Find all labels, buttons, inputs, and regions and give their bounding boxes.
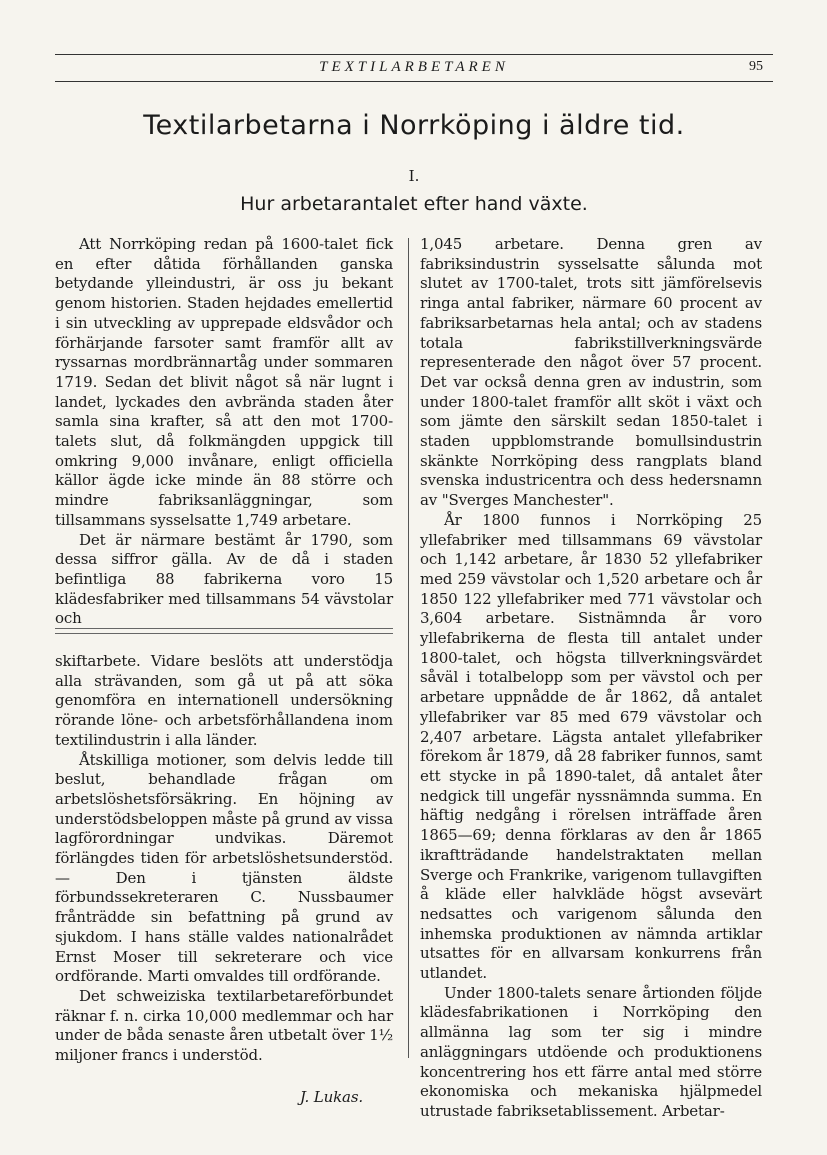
- left-column-article: [55, 235, 393, 629]
- page-number: 95: [749, 59, 763, 74]
- running-title: TEXTILARBETAREN: [319, 59, 509, 75]
- running-header: [55, 59, 773, 79]
- author-signature: J. Lukas.: [299, 1087, 363, 1106]
- previous-article-paragraph: skiftarbete. Vidare beslöts att understödja alla strävanden, som gå ut på att söka genomföra en internationell undersökning rörande löne- och arbetsförhållandena inom textilindustrin i alla länder.: [55, 652, 393, 749]
- article-separator-rule: [55, 628, 393, 629]
- article-paragraph: Det är närmare bestämt år 1790, som dessa siffror gälla. Av de då i staden befintliga 88 fabrikerna voro 15 klädesfabriker med tillsammans 54 vävstolar och: [55, 530, 393, 628]
- article-paragraph: År 1800 funnos i Norrköping 25 yllefabriker med tillsammans 69 vävstolar och 1,142 arbetare, år 1830 52 yllefabriker med 259 vävstolar och 1,520 arbetare och år 1850 122 yllefabriker med 771 vävstolar och 3,604 arbetare. Sistnämnda år voro yllefabrikerna de flesta till antalet under 1800-talet, och högsta tillverkningsvärdet såväl i totalbelopp som per vävstol och per arbetare uppnådde de år 1862, då antalet yllefabriker var 85 med 679 vävstolar och 2,407 arbetare. Lägsta antalet yllefabriker förekom år 1879, då 28 fabriker funnos, samt ett stycke in på 1890-talet, då antalet åter nedgick till ungefär nyssnämnda summa. En häftig nedgång i rörelsen inträffade åren 1865—69; denna förklaras av den år 1865 ikraftträdande handelstraktaten mellan Sverge och Frankrike, varigenom tullavgiften å kläde eller halvkläde högst avsevärt nedsattes och varigenom sålunda den inhemska produktionen av nämnda artiklar utsattes för en allvarsam konkurrens från utlandet.: [420, 510, 762, 983]
- previous-article-paragraph: Åtskilliga motioner, som delvis ledde till beslut, behandlade frågan om arbetslöshetsförsäkring. En höjning av understödsbeloppen måste på grund av vissa lagförordningar undvikas. Däremot förlängdes tiden för arbetslöshetsunderstöd. — Den i tjänsten äldste förbundssekreteraren C. Nussbaumer frånträdde sin befattning på grund av sjukdom. I hans ställe valdes nationalrådet Ernst Moser till sekreterare och vice ordförande. Marti omvaldes till ordförande.: [55, 750, 393, 986]
- column-divider: [408, 238, 409, 1058]
- article-separator-rule: [55, 633, 393, 634]
- section-numeral: I.: [408, 167, 420, 185]
- header-bottom-rule: [55, 81, 773, 82]
- article-paragraph: 1,045 arbetare. Denna gren av fabriksindustrin sysselsatte sålunda mot slutet av 1700-talet, trots sitt jämförelsevis ringa antal fabriker, närmare 60 procent av fabriksarbetarnas hela antal; och av stadens totala fabrikstillverkningsvärde representerade den något över 57 procent. Det var också denna gren av industrin, som under 1800-talet framför allt sköt i växt och som jämte den särskilt sedan 1850-talet i staden uppblomstrande bomullsindustrin skänkte Norrköping dess rangplats bland svenska industricentra och dess hedersnamn av "Sverges Manchester".: [420, 235, 762, 510]
- article-paragraph: Under 1800-talets senare årtionden följde klädesfabrikationen i Norrköping den allmänna lag som ter sig i mindre anläggningars utdöende och produktionens koncentrering hos ett färre antal med större ekonomiska och mekaniska hjälpmedel utrustade fabriksetablissement. Arbetar-: [420, 983, 762, 1120]
- header-top-rule: [55, 54, 773, 55]
- section-title: Hur arbetarantalet efter hand växte.: [240, 193, 588, 215]
- right-column-article: [420, 235, 762, 1122]
- previous-article-paragraph: Det schweiziska textilarbetareförbundet räknar f. n. cirka 10,000 medlemmar och har under de båda senaste åren utbetalt över 1½ miljoner francs i understöd.: [55, 986, 393, 1065]
- article-paragraph: Att Norrköping redan på 1600-talet fick en efter dåtida förhållanden ganska betydande ylleindustri, är oss ju bekant genom historien. Staden hejdades emellertid i sin utveckling av upprepade eldsvådor och förhärjande farsoter samt framför allt av ryssarnas mordbrännartåg under sommaren 1719. Sedan det blivit något så när lugnt i landet, lyckades den avbrända staden åter samla sina krafter, så att den mot 1700-talets slut, då folkmängden uppgick till omkring 9,000 invånare, enligt officiella källor ägde icke minde än 88 större och mindre fabriksanläggningar, som tillsammans sysselsatte 1,749 arbetare.: [55, 235, 393, 529]
- article-title: Textilarbetarna i Norrköping i äldre tid.: [143, 110, 685, 141]
- left-column-previous-article: [55, 652, 393, 1107]
